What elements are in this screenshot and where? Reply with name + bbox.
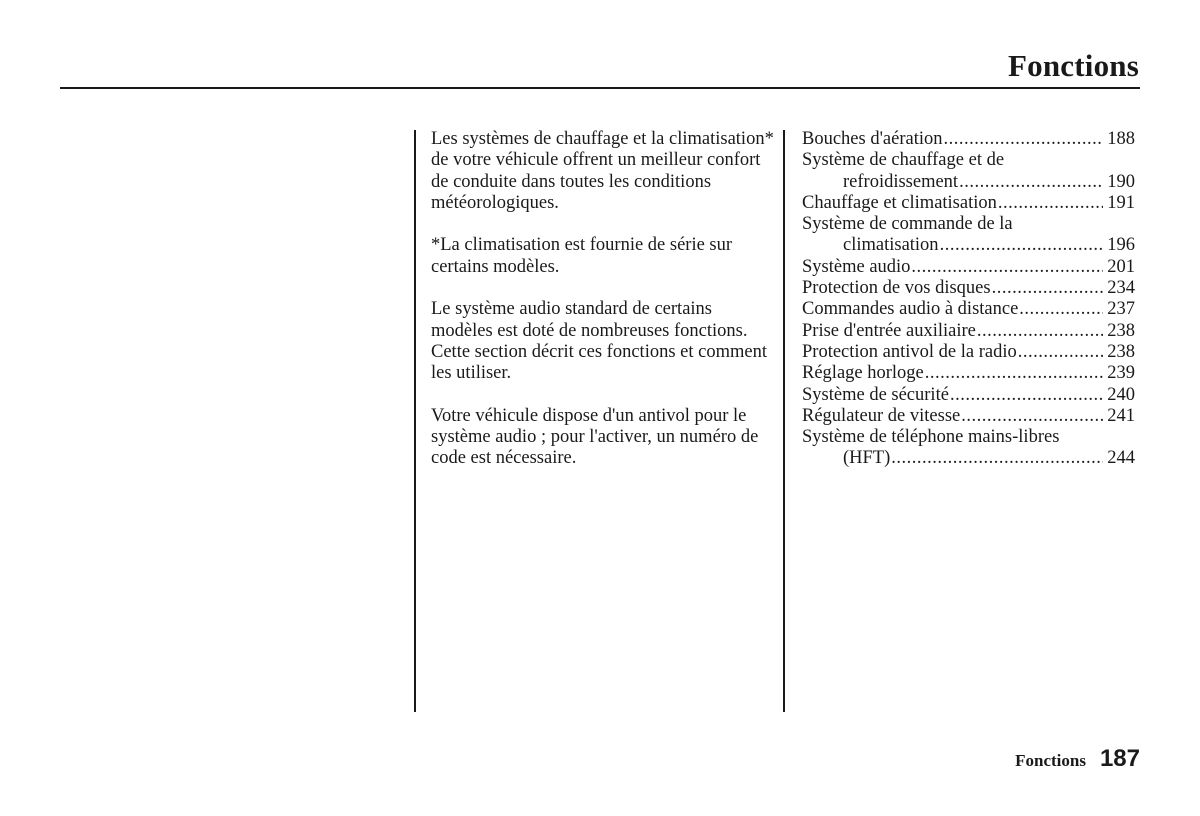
toc-leader: [944, 129, 1104, 150]
toc-entry[interactable]: [802, 342, 1135, 363]
toc-leader: [1018, 342, 1104, 363]
toc-entry[interactable]: [802, 129, 1135, 150]
toc-entry-title: Protection de vos disques: [802, 278, 991, 299]
toc-entry[interactable]: [802, 299, 1135, 320]
toc-leader: [998, 193, 1103, 214]
toc-entry-title: Régulateur de vitesse: [802, 405, 961, 426]
toc-entry-title: Système audio: [802, 256, 911, 277]
intro-paragraph: Les systèmes de chauffage et la climatisation* de votre véhicule offrent un meilleur confort de conduite dans toutes les conditions météorologiques.: [431, 129, 774, 213]
toc-entry-title: Prise d'entrée auxiliaire: [802, 320, 976, 341]
toc-leader: [1019, 299, 1103, 320]
toc-page-number: 237: [1107, 299, 1135, 320]
toc-entry-title: Chauffage et climatisation: [802, 192, 997, 213]
toc-entry-title: Système de chauffage et de: [802, 150, 1005, 171]
header-rule: [60, 87, 1140, 89]
intro-paragraph: Votre véhicule dispose d'un antivol pour le système audio ; pour l'activer, un numéro de code est nécessaire.: [431, 405, 759, 469]
toc-page-number: 201: [1107, 256, 1135, 277]
toc-entry-title: Commandes audio à distance: [802, 299, 1019, 320]
toc-page-number: 241: [1107, 405, 1135, 426]
toc-leader: [961, 406, 1103, 427]
toc-entry-title: Système de commande de la: [802, 214, 1013, 235]
page-title: Fonctions: [1008, 48, 1139, 83]
toc-entry[interactable]: [802, 150, 1135, 193]
toc-entry[interactable]: [802, 385, 1135, 406]
toc-entry-title: Réglage horloge: [802, 363, 924, 384]
toc-leader: [891, 448, 1103, 469]
table-of-contents: [802, 129, 1135, 470]
toc-leader: [950, 385, 1103, 406]
toc-leader: [977, 321, 1103, 342]
toc-entry[interactable]: [802, 363, 1135, 384]
toc-entry[interactable]: [802, 278, 1135, 299]
toc-page-number: 188: [1107, 129, 1135, 149]
footer-page-number: 187: [1099, 745, 1140, 772]
toc-entry[interactable]: [802, 257, 1135, 278]
toc-page-number: 191: [1107, 192, 1135, 213]
toc-page-number: 234: [1107, 278, 1135, 299]
toc-page-number: 190: [1107, 171, 1135, 192]
toc-page-number: 196: [1107, 235, 1135, 256]
toc-entry[interactable]: [802, 193, 1135, 214]
toc-entry-title: Protection antivol de la radio: [802, 341, 1017, 362]
toc-leader: [940, 235, 1104, 256]
toc-entry-title: Système de téléphone mains-libres: [802, 427, 1060, 448]
toc-page-number: 239: [1107, 363, 1135, 384]
intro-paragraph: *La climatisation est fournie de série sur certains modèles.: [431, 235, 733, 277]
footer-section-label: Fonctions: [1015, 751, 1086, 770]
intro-paragraph: Le système audio standard de certains modèles est doté de nombreuses fonctions. Cette section décrit ces fonctions et comment les utiliser.: [431, 299, 767, 384]
toc-entry[interactable]: [802, 214, 1135, 257]
left-column-divider: [414, 130, 416, 712]
toc-entry[interactable]: [802, 406, 1135, 427]
page-footer: [1015, 745, 1140, 773]
toc-page-number: 244: [1107, 448, 1135, 469]
toc-entry[interactable]: [802, 321, 1135, 342]
toc-entry-title-continued: refroidissement: [843, 171, 959, 192]
toc-leader: [925, 363, 1104, 384]
toc-leader: [959, 172, 1103, 193]
toc-entry-title-continued: climatisation: [843, 235, 939, 256]
toc-entry-title: Système de sécurité: [802, 384, 949, 405]
right-column-divider: [783, 130, 785, 712]
toc-leader: [992, 278, 1104, 299]
toc-leader: [911, 257, 1103, 278]
toc-page-number: 238: [1107, 320, 1135, 341]
toc-entry-title-continued: (HFT): [843, 448, 891, 469]
intro-text: [431, 129, 776, 491]
toc-entry-title: Bouches d'aération: [802, 129, 943, 149]
toc-page-number: 238: [1107, 341, 1135, 362]
toc-page-number: 240: [1107, 384, 1135, 405]
toc-entry[interactable]: [802, 427, 1135, 470]
